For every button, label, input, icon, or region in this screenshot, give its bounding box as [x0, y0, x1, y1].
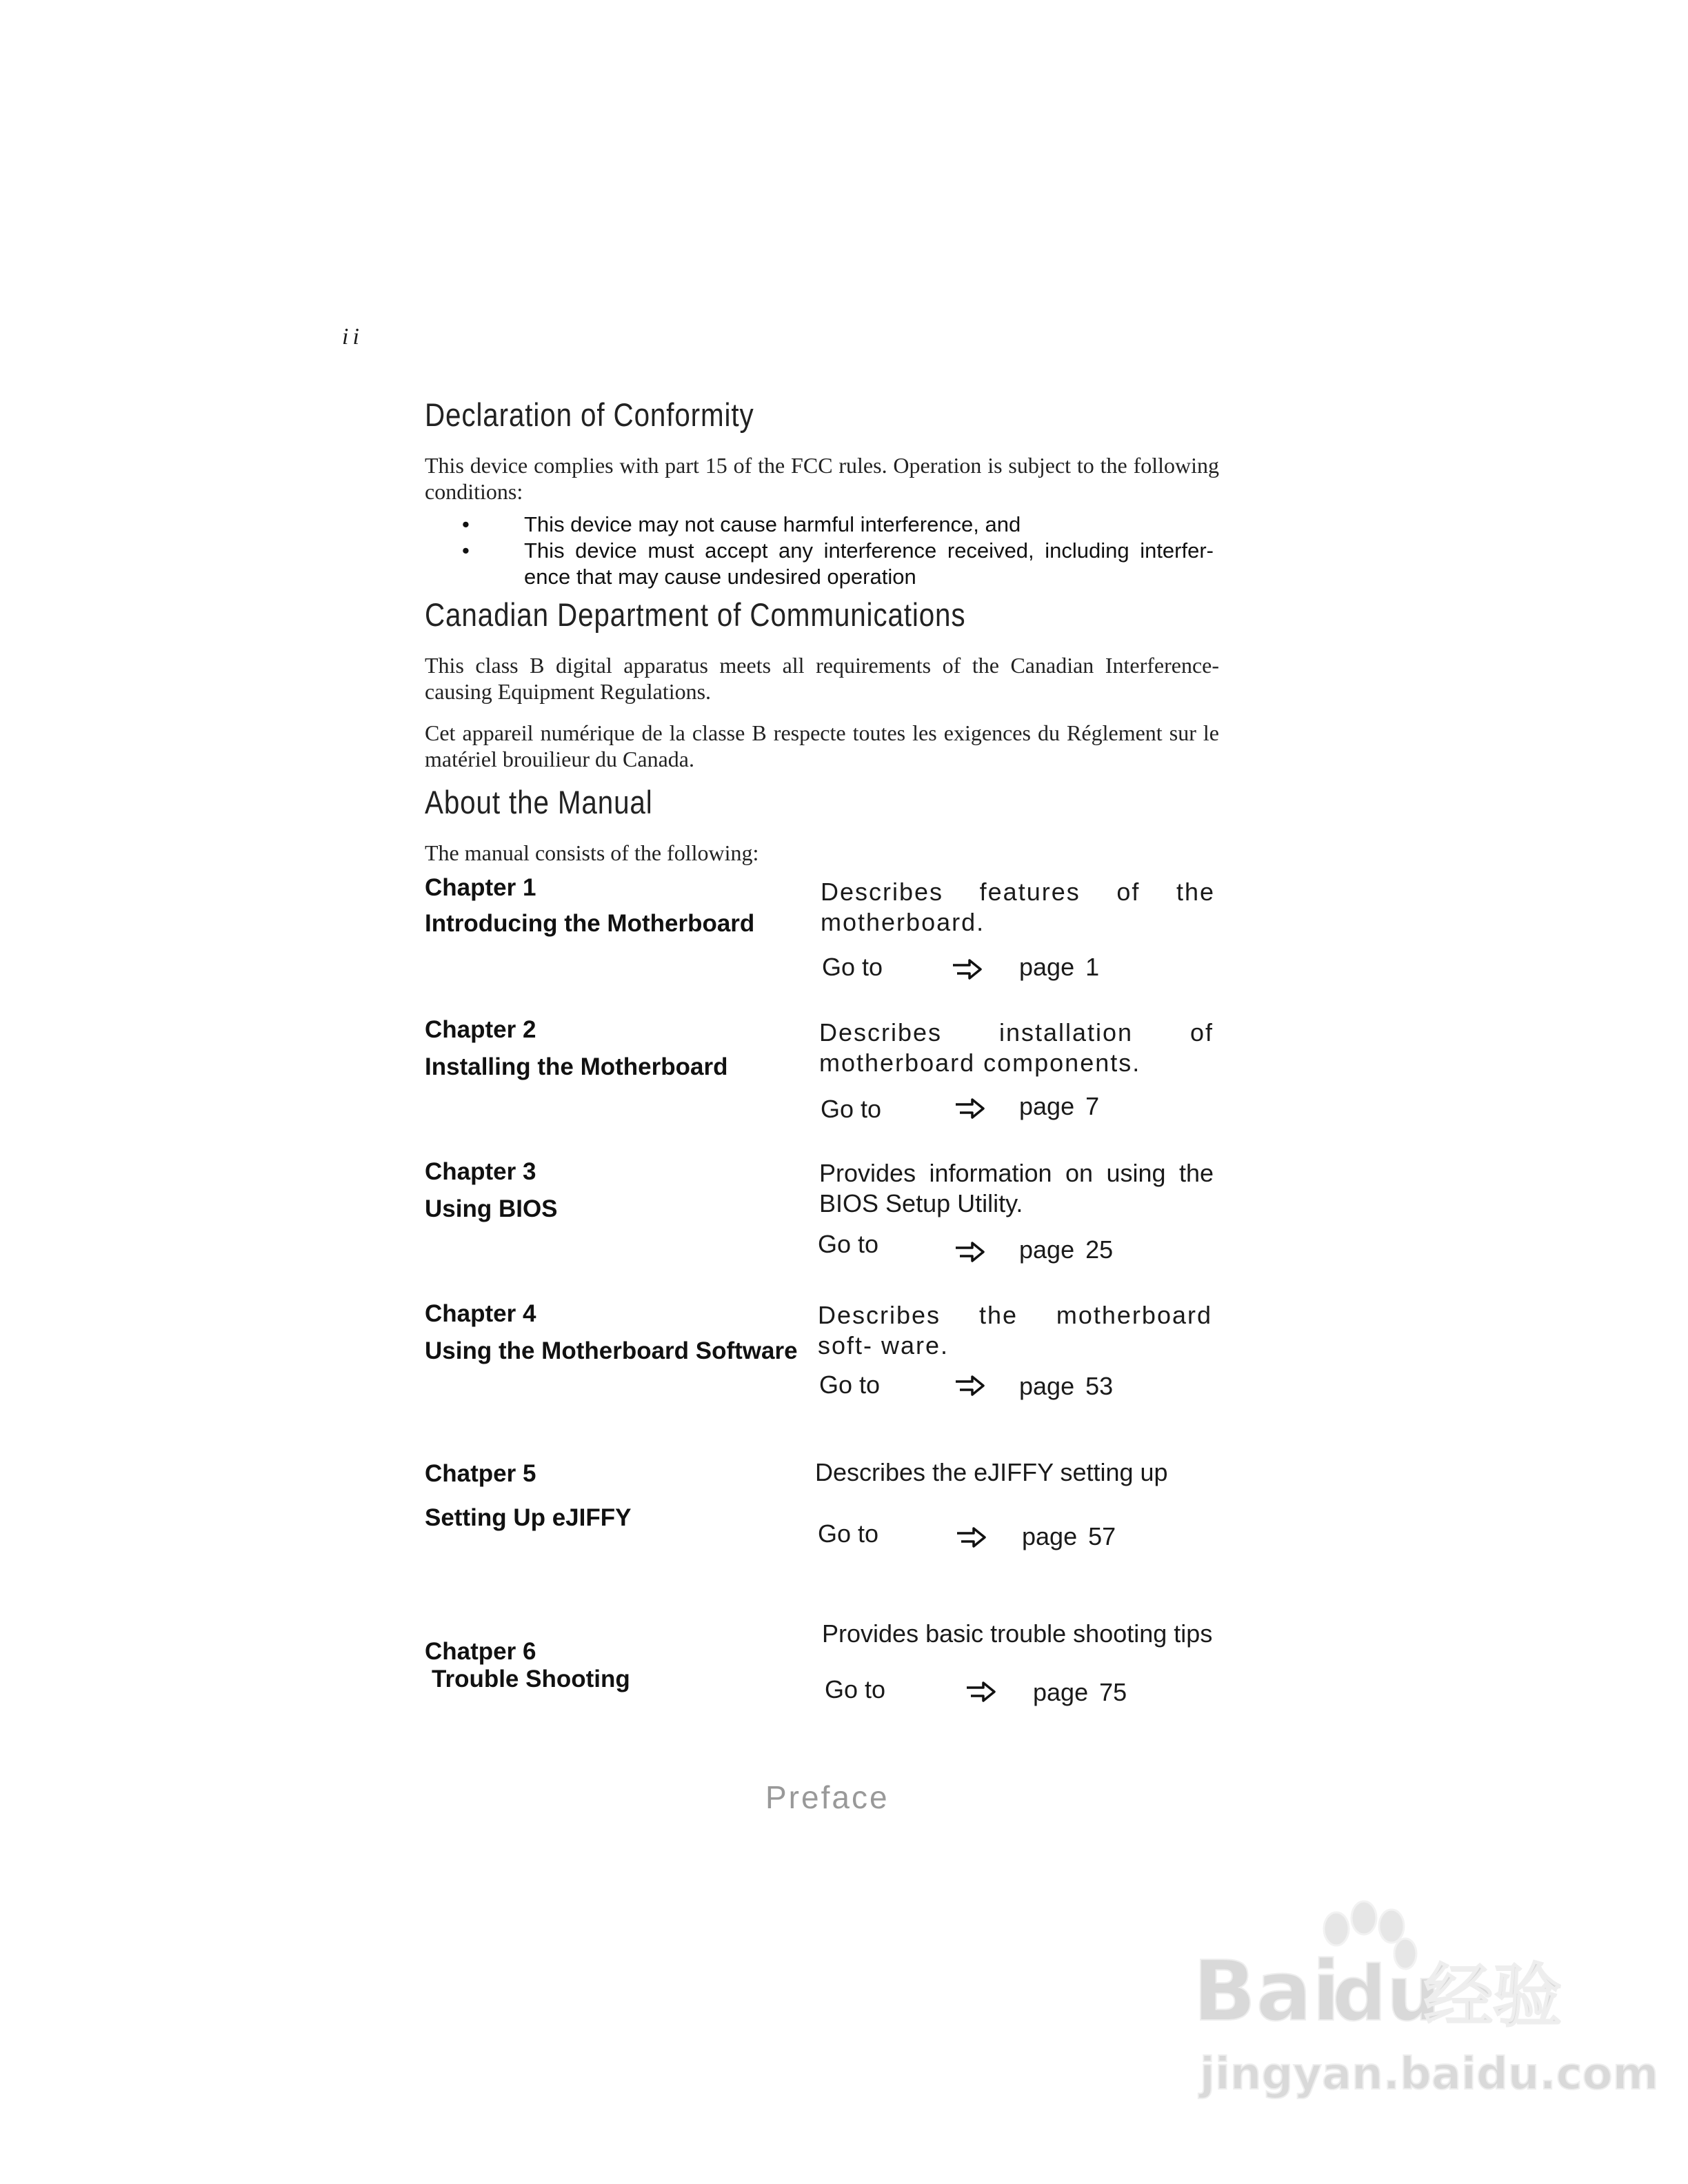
chapter-6-goto-label: Go to	[825, 1675, 886, 1703]
chapter-5-goto-label: Go to	[818, 1519, 879, 1548]
chapter-4-goto-label: Go to	[819, 1371, 881, 1399]
chapter-3-page-link[interactable]: page 25	[1019, 1235, 1114, 1264]
chapter-4-number: Chapter 4	[425, 1300, 536, 1327]
footer-preface-label: Preface	[765, 1779, 890, 1815]
bullet-item	[462, 512, 1214, 538]
chapter-2-title: Installing the Motherboard	[425, 1053, 728, 1080]
right-arrow-outline-icon	[954, 1098, 985, 1120]
chapter-1-number: Chapter 1	[425, 874, 536, 901]
chapter-1-page-link[interactable]: page 1	[1019, 953, 1100, 981]
canadian-paragraph-fr: Cet appareil numérique de la classe B respecte toutes les exigences du Réglement sur le matériel brouilieur du Canada.	[425, 720, 1219, 771]
page-number: ii	[342, 324, 363, 350]
chapter-5-description: Describes the eJIFFY setting up	[815, 1458, 1168, 1486]
watermark-text-jingyan-cn: 经验	[1424, 1956, 1562, 2036]
chapter-6-description: Provides basic trouble shooting tips	[822, 1619, 1213, 1648]
right-arrow-outline-icon	[954, 1375, 985, 1397]
watermark-text-du: du	[1332, 1950, 1441, 2038]
chapter-3-description: Provides information on using the BIOS Setup Utility.	[819, 1159, 1214, 1217]
declaration-bullet-list	[462, 512, 1214, 590]
manual-heading: About the Manual	[425, 784, 653, 820]
chapter-4-description: Describes the motherboard soft- ware.	[818, 1301, 1212, 1359]
chapter-6-number: Chatper 6	[425, 1638, 536, 1665]
chapter-2-description: Describes installation of motherboard components.	[819, 1018, 1214, 1077]
right-arrow-outline-icon	[954, 1241, 985, 1263]
chapter-6-title: Trouble Shooting	[432, 1666, 630, 1692]
right-arrow-outline-icon	[965, 1681, 996, 1703]
chapter-3-goto-label: Go to	[818, 1230, 879, 1258]
chapter-5-number: Chatper 5	[425, 1460, 536, 1487]
chapter-2-number: Chapter 2	[425, 1016, 536, 1043]
chapter-4-title: Using the Motherboard Software	[425, 1337, 798, 1364]
manual-intro: The manual consists of the following:	[425, 840, 759, 865]
bullet-dot-icon: •	[462, 512, 470, 536]
chapter-1-goto-label: Go to	[822, 953, 883, 981]
declaration-intro: This device complies with part 15 of the FCC rules. Operation is subject to the following conditions:	[425, 453, 1219, 504]
bullet-dot-icon: •	[462, 538, 470, 563]
chapter-5-title: Setting Up eJIFFY	[425, 1504, 632, 1531]
chapter-4-page-link[interactable]: page 53	[1019, 1372, 1114, 1400]
bullet-text: This device must accept any interference received, including interfer- ence that may cause undesired operation	[524, 538, 1214, 589]
bullet-text: This device may not cause harmful interference, and	[524, 512, 1021, 536]
right-arrow-outline-icon	[952, 958, 982, 980]
chapter-6-page-link[interactable]: page 75	[1033, 1678, 1127, 1706]
right-arrow-outline-icon	[956, 1526, 986, 1548]
chapter-2-goto-label: Go to	[821, 1095, 882, 1123]
chapter-3-number: Chapter 3	[425, 1158, 536, 1185]
baidu-watermark-logo	[1186, 1903, 1659, 2110]
canadian-paragraph-en: This class B digital apparatus meets all requirements of the Canadian Interference- causing Equipment Regulations.	[425, 653, 1219, 704]
watermark-text-bai: Bai	[1193, 1944, 1340, 2040]
bullet-item	[462, 538, 1214, 590]
watermark-text-url: jingyan.baidu.com	[1200, 2049, 1659, 2100]
chapter-3-title: Using BIOS	[425, 1195, 558, 1222]
declaration-heading: Declaration of Conformity	[425, 396, 754, 433]
canadian-heading: Canadian Department of Communications	[425, 596, 966, 633]
chapter-1-description: Describes features of the motherboard.	[821, 878, 1215, 936]
chapter-5-page-link[interactable]: page 57	[1022, 1522, 1116, 1550]
chapter-1-title: Introducing the Motherboard	[425, 910, 755, 937]
chapter-2-page-link[interactable]: page 7	[1019, 1092, 1100, 1120]
